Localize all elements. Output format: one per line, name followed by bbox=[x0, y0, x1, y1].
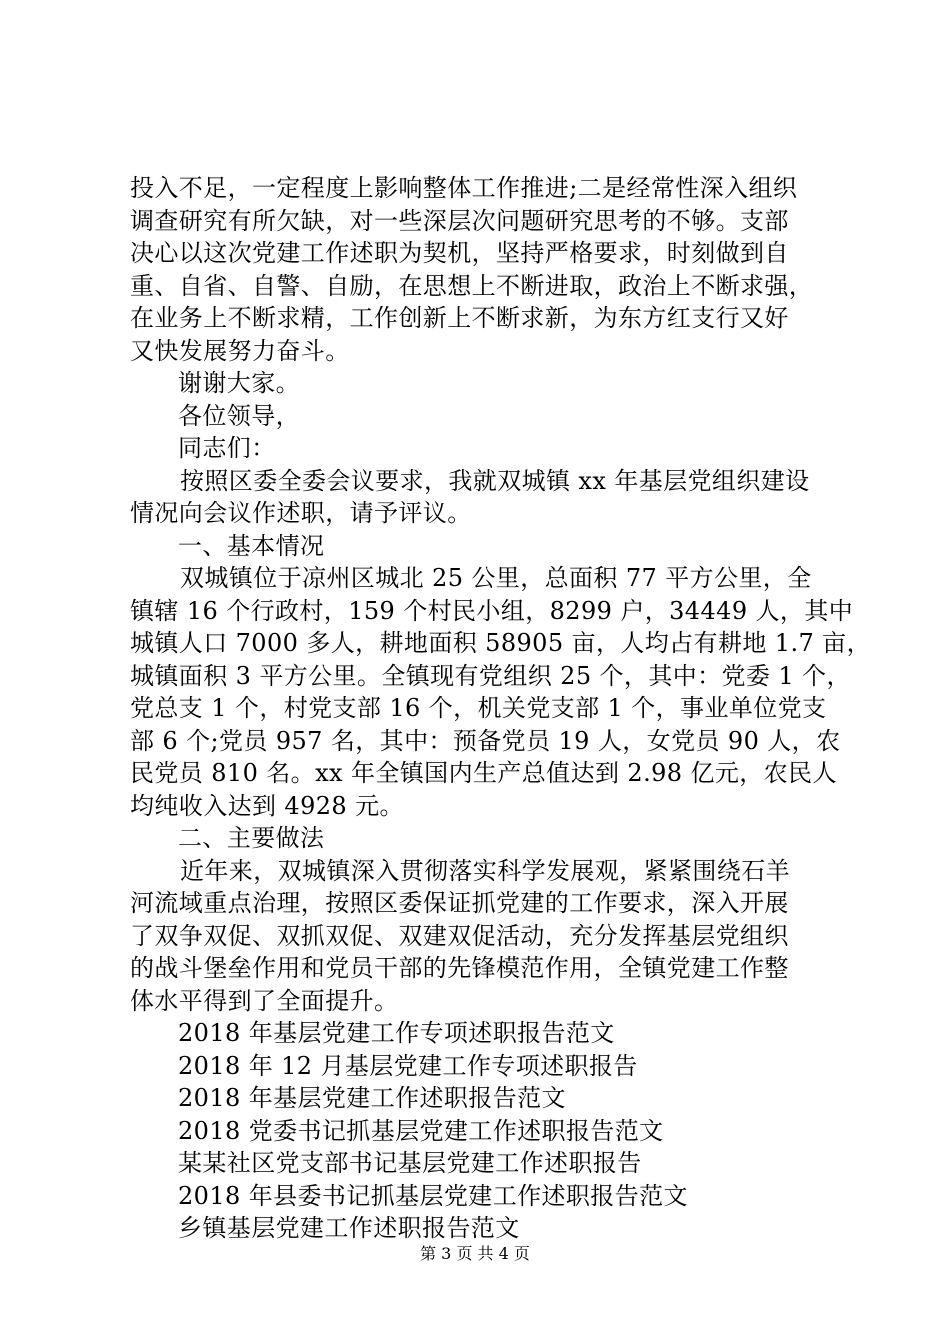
related-article-line: 乡镇基层党建工作述职报告范文 bbox=[178, 1214, 520, 1242]
paragraph-line: 在业务上不断求精，工作创新上不断求新，为东方红支行又好 bbox=[130, 304, 789, 332]
thanks-line: 谢谢大家。 bbox=[178, 369, 300, 397]
paragraph-line: 又快发展努力奋斗。 bbox=[130, 336, 350, 365]
paragraph-line: 镇辖 16 个行政村，159 个村民小组，8299 户，34449 人，其中 bbox=[130, 596, 854, 625]
paragraph-line: 河流域重点治理，按照区委保证抓党建的工作要求，深入开展 bbox=[130, 889, 789, 917]
paragraph-line: 城镇面积 3 平方公里。全镇现有党组织 25 个，其中：党委 1 个， bbox=[130, 661, 851, 690]
salutation-leaders: 各位领导， bbox=[178, 401, 300, 430]
related-article-line: 2018 年基层党建工作专项述职报告范文 bbox=[178, 1019, 615, 1047]
related-article-line: 2018 党委书记抓基层党建工作述职报告范文 bbox=[178, 1116, 664, 1145]
paragraph-line: 重、自省、自警、自励，在思想上不断进取，政治上不断求强， bbox=[130, 271, 814, 300]
related-article-line: 2018 年县委书记抓基层党建工作述职报告范文 bbox=[178, 1181, 688, 1210]
paragraph-line: 了双争双促、双抓双促、双建双促活动，充分发挥基层党组织 bbox=[130, 921, 789, 950]
paragraph-line: 均纯收入达到 4928 元。 bbox=[130, 791, 404, 820]
paragraph-line: 决心以这次党建工作述职为契机，坚持严格要求，时刻做到自 bbox=[130, 239, 789, 267]
paragraph-line: 民党员 810 名。xx 年全镇国内生产总值达到 2.98 亿元，农民人 bbox=[130, 759, 837, 787]
document-body bbox=[130, 172, 871, 1245]
paragraph-line: 按照区委全委会议要求，我就双城镇 xx 年基层党组织建设 bbox=[180, 466, 810, 495]
paragraph-line: 城镇人口 7000 多人，耕地面积 58905 亩，人均占有耕地 1.7 亩， bbox=[130, 629, 871, 657]
paragraph-line: 情况向会议作述职，请予评议。 bbox=[130, 499, 472, 527]
section-heading-basic: 一、基本情况 bbox=[178, 531, 325, 560]
paragraph-line: 部 6 个;党员 957 名，其中：预备党员 19 人，女党员 90 人，农 bbox=[130, 726, 841, 755]
related-article-line: 2018 年 12 月基层党建工作专项述职报告 bbox=[178, 1051, 638, 1080]
related-article-line: 某某社区党支部书记基层党建工作述职报告 bbox=[178, 1149, 642, 1177]
paragraph-line: 调查研究有所欠缺，对一些深层次问题研究思考的不够。支部 bbox=[130, 206, 789, 235]
paragraph-line: 党总支 1 个，村党支部 16 个，机关党支部 1 个，事业单位党支 bbox=[130, 694, 827, 722]
section-heading-practice: 二、主要做法 bbox=[178, 824, 325, 852]
paragraph-line: 双城镇位于凉州区城北 25 公里，总面积 77 平方公里，全 bbox=[180, 564, 812, 592]
salutation-comrades: 同志们： bbox=[178, 434, 276, 462]
related-article-line: 2018 年基层党建工作述职报告范文 bbox=[178, 1084, 566, 1112]
paragraph-line: 体水平得到了全面提升。 bbox=[130, 986, 399, 1015]
paragraph-line: 投入不足，一定程度上影响整体工作推进;二是经常性深入组织 bbox=[130, 174, 798, 202]
paragraph-line: 近年来，双城镇深入贯彻落实科学发展观，紧紧围绕石羊 bbox=[180, 856, 790, 885]
page-number-footer: 第 3 页 共 4 页 bbox=[420, 1244, 530, 1263]
paragraph-line: 的战斗堡垒作用和党员干部的先锋模范作用，全镇党建工作整 bbox=[130, 954, 789, 982]
